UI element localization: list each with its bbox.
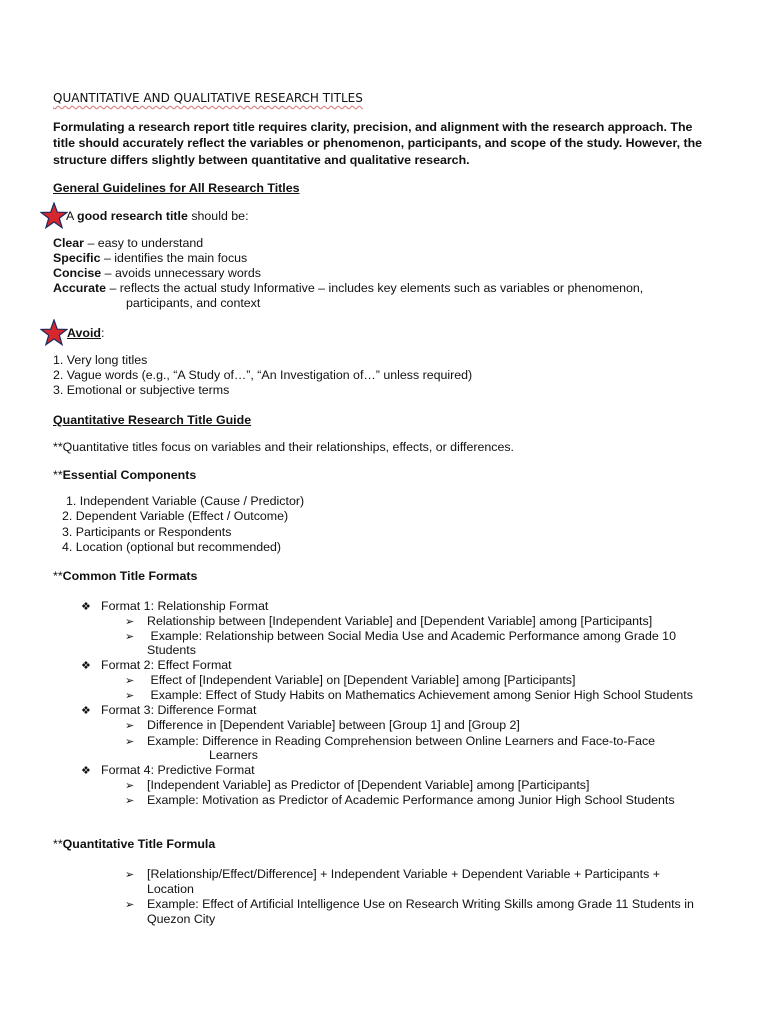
- format-sub-item: [125, 778, 589, 794]
- arrow-bullet-icon: ➢: [125, 736, 135, 748]
- avoid-item: 2. Vague words (e.g., “A Study of…”, “An Investigation of…” unless required): [53, 368, 473, 382]
- component-item: 1. Independent Variable (Cause / Predictor): [66, 494, 305, 508]
- format-sub-text: Example: Relationship between Social Media Use and Academic Performance among Grade 10: [147, 629, 676, 643]
- good-prefix: A: [66, 209, 78, 223]
- avoid-heading: [67, 326, 104, 341]
- arrow-bullet-icon: ➢: [125, 869, 135, 881]
- quality-accurate-cont: participants, and context: [126, 296, 261, 310]
- intro-line-2: title should accurately reflect the variables or phenomenon, participants, and scope of the study. However, the: [53, 136, 703, 150]
- heading-prefix: **: [53, 468, 63, 482]
- arrow-bullet-icon: ➢: [125, 899, 135, 911]
- format-label: Format 3: Difference Format: [101, 703, 257, 717]
- format-sub-cont: Students: [147, 643, 196, 657]
- component-item: 2. Dependent Variable (Effect / Outcome): [62, 509, 289, 523]
- component-item: 4. Location (optional but recommended): [62, 540, 282, 554]
- diamond-bullet-icon: ❖: [81, 765, 91, 777]
- formats-heading-text: Common Title Formats: [62, 569, 198, 583]
- avoid-label: Avoid: [67, 326, 101, 340]
- formats-heading: [53, 569, 197, 584]
- formula-text: [Relationship/Effect/Difference] + Independent Variable + Dependent Variable + Participants +: [147, 867, 660, 881]
- quality-accurate: [53, 281, 643, 296]
- quality-desc: – reflects the actual study Informative – includes key elements such as variables or phenomenon,: [106, 281, 644, 295]
- arrow-bullet-icon: ➢: [125, 675, 135, 687]
- good-suffix: should be:: [187, 209, 249, 223]
- arrow-bullet-icon: ➢: [125, 720, 135, 732]
- components-heading: [53, 468, 196, 483]
- formula-text: Example: Effect of Artificial Intelligence Use on Research Writing Skills among Grade 11 Students in: [147, 897, 694, 911]
- format-sub-text: Example: Motivation as Predictor of Academic Performance among Junior High School Students: [147, 793, 675, 807]
- quality-concise: [53, 266, 261, 281]
- format-item: [81, 658, 232, 674]
- guidelines-heading: General Guidelines for All Research Titles: [53, 181, 300, 195]
- format-sub-text: Relationship between [Independent Variable] and [Dependent Variable] among [Participants]: [147, 614, 653, 628]
- avoid-colon: :: [100, 326, 105, 340]
- heading-prefix: **: [53, 837, 63, 851]
- arrow-bullet-icon: ➢: [125, 690, 135, 702]
- arrow-bullet-icon: ➢: [125, 631, 135, 643]
- arrow-bullet-icon: ➢: [125, 616, 135, 628]
- format-item: [81, 763, 255, 779]
- quality-term: Clear: [53, 236, 84, 250]
- format-sub-text: Example: Difference in Reading Comprehension between Online Learners and Face-to-Face: [147, 734, 656, 748]
- format-sub-item: [125, 718, 520, 734]
- avoid-item: 3. Emotional or subjective terms: [53, 383, 230, 397]
- star-icon: [40, 319, 68, 347]
- formula-heading-text: Quantitative Title Formula: [62, 837, 216, 851]
- format-sub-item: [125, 629, 676, 645]
- component-item: 3. Participants or Respondents: [62, 525, 232, 539]
- format-label: Format 2: Effect Format: [101, 658, 232, 672]
- format-label: Format 4: Predictive Format: [101, 763, 255, 777]
- formula-cont: Location: [147, 882, 194, 896]
- quant-heading: Quantitative Research Title Guide: [53, 413, 252, 427]
- format-sub-text: [Independent Variable] as Predictor of [Dependent Variable] among [Participants]: [147, 778, 590, 792]
- format-sub-cont: Learners: [209, 748, 258, 762]
- heading-prefix: **: [53, 569, 63, 583]
- diamond-bullet-icon: ❖: [81, 660, 91, 672]
- quality-term: Concise: [53, 266, 102, 280]
- formula-cont: Quezon City: [147, 912, 216, 926]
- diamond-bullet-icon: ❖: [81, 705, 91, 717]
- quality-clear: [53, 236, 203, 251]
- formula-heading: [53, 837, 215, 852]
- components-heading-text: Essential Components: [62, 468, 197, 482]
- quality-desc: – easy to understand: [84, 236, 204, 250]
- intro-line-3: structure differs slightly between quantitative and qualitative research.: [53, 153, 470, 167]
- format-sub-item: [125, 688, 693, 704]
- quality-term: Accurate: [53, 281, 107, 295]
- format-sub-text: Difference in [Dependent Variable] between [Group 1] and [Group 2]: [147, 718, 520, 732]
- diamond-bullet-icon: ❖: [81, 601, 91, 613]
- format-item: [81, 703, 256, 719]
- good-bold: good research title: [77, 209, 188, 223]
- format-sub-text: Effect of [Independent Variable] on [Dependent Variable] among [Participants]: [147, 673, 576, 687]
- formula-item: [125, 897, 694, 913]
- format-label: Format 1: Relationship Format: [101, 599, 269, 613]
- arrow-bullet-icon: ➢: [125, 780, 135, 792]
- avoid-item: 1. Very long titles: [53, 353, 148, 367]
- formula-item: [125, 867, 660, 883]
- good-title-line: [66, 209, 249, 224]
- quality-desc: – identifies the main focus: [100, 251, 248, 265]
- intro-line-1: Formulating a research report title requires clarity, precision, and alignment with the research approach. The: [53, 120, 693, 134]
- format-sub-item: [125, 673, 575, 689]
- format-sub-item: [125, 614, 652, 630]
- quality-term: Specific: [53, 251, 101, 265]
- quality-desc: – avoids unnecessary words: [101, 266, 261, 280]
- quality-specific: [53, 251, 247, 266]
- format-sub-text: Example: Effect of Study Habits on Mathematics Achievement among Senior High School Students: [147, 688, 693, 702]
- document-title: QUANTITATIVE AND QUALITATIVE RESEARCH TITLES: [53, 91, 363, 105]
- arrow-bullet-icon: ➢: [125, 795, 135, 807]
- quant-focus: **Quantitative titles focus on variables and their relationships, effects, or differences.: [53, 440, 515, 454]
- format-item: [81, 599, 268, 615]
- format-sub-item: [125, 793, 675, 809]
- star-icon: [40, 202, 68, 230]
- format-sub-item: [125, 734, 655, 750]
